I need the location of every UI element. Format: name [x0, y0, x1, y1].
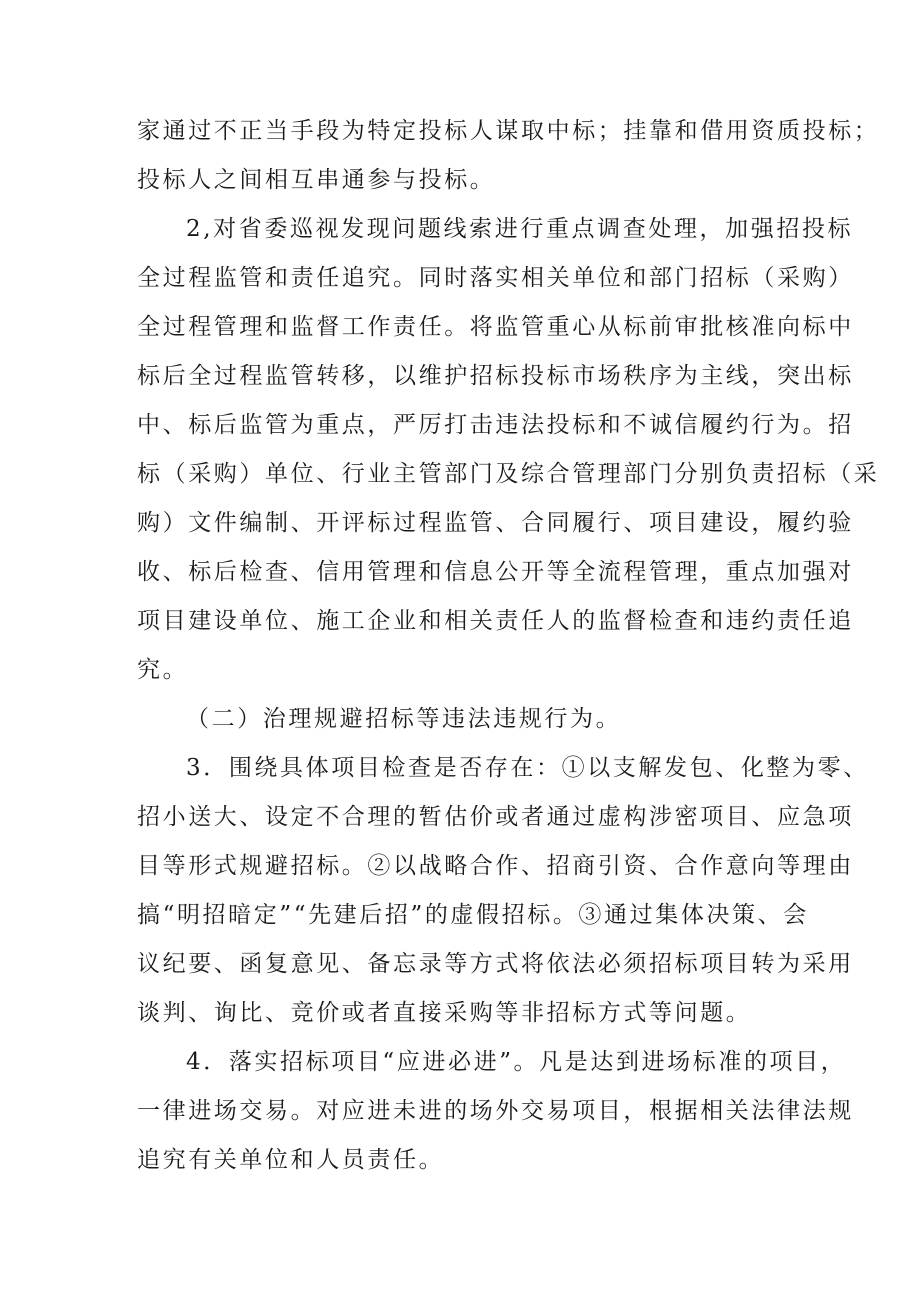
body-line: 全过程监管和责任追究。同时落实相关单位和部门招标（采购）	[137, 265, 854, 291]
body-line: 一律进场交易。对应进未进的场外交易项目，根据相关法律法规	[137, 1098, 854, 1124]
body-line: 究。	[137, 657, 189, 683]
body-line: 招小送大、设定不合理的暂估价或者通过虚构涉密项目、应急项	[137, 804, 854, 830]
body-line: 标后全过程监管转移，以维护招标投标市场秩序为主线，突出标	[137, 363, 854, 389]
body-line: 目等形式规避招标。②以战略合作、招商引资、合作意向等理由	[137, 853, 854, 879]
body-line: 家通过不正当手段为特定投标人谋取中标；挂靠和借用资质投标；	[137, 118, 880, 144]
body-line: 全过程管理和监督工作责任。将监管重心从标前审批核准向标中	[137, 314, 854, 340]
body-line: 搞“明招暗定”“先建后招”的虚假招标。③通过集体决策、会	[137, 902, 809, 928]
body-line: 投标人之间相互串通参与投标。	[137, 167, 496, 193]
body-line: 谈判、询比、竞价或者直接采购等非招标方式等问题。	[137, 1000, 752, 1026]
body-line: 议纪要、函复意见、备忘录等方式将依法必须招标项目转为采用	[137, 951, 854, 977]
paragraph-2-start: 2,对省委巡视发现问题线索进行重点调查处理，加强招投标	[186, 216, 854, 242]
body-line: 项目建设单位、施工企业和相关责任人的监督检查和违约责任追	[137, 608, 854, 634]
body-line: 收、标后检查、信用管理和信息公开等全流程管理，重点加强对	[137, 559, 854, 585]
section-heading: （二）治理规避招标等违法违规行为。	[186, 706, 622, 732]
paragraph-3-start: 3．围绕具体项目检查是否存在：①以支解发包、化整为零、	[186, 755, 869, 781]
paragraph-4-start: 4．落实招标项目“应进必进”。凡是达到进场标准的项目，	[186, 1049, 847, 1075]
body-line: 购）文件编制、开评标过程监管、合同履行、项目建设，履约验	[137, 510, 854, 536]
body-line: 标（采购）单位、行业主管部门及综合管理部门分别负责招标（采	[137, 461, 880, 487]
body-line: 中、标后监管为重点，严厉打击违法投标和不诚信履约行为。招	[137, 412, 854, 438]
body-line: 追究有关单位和人员责任。	[137, 1147, 445, 1173]
